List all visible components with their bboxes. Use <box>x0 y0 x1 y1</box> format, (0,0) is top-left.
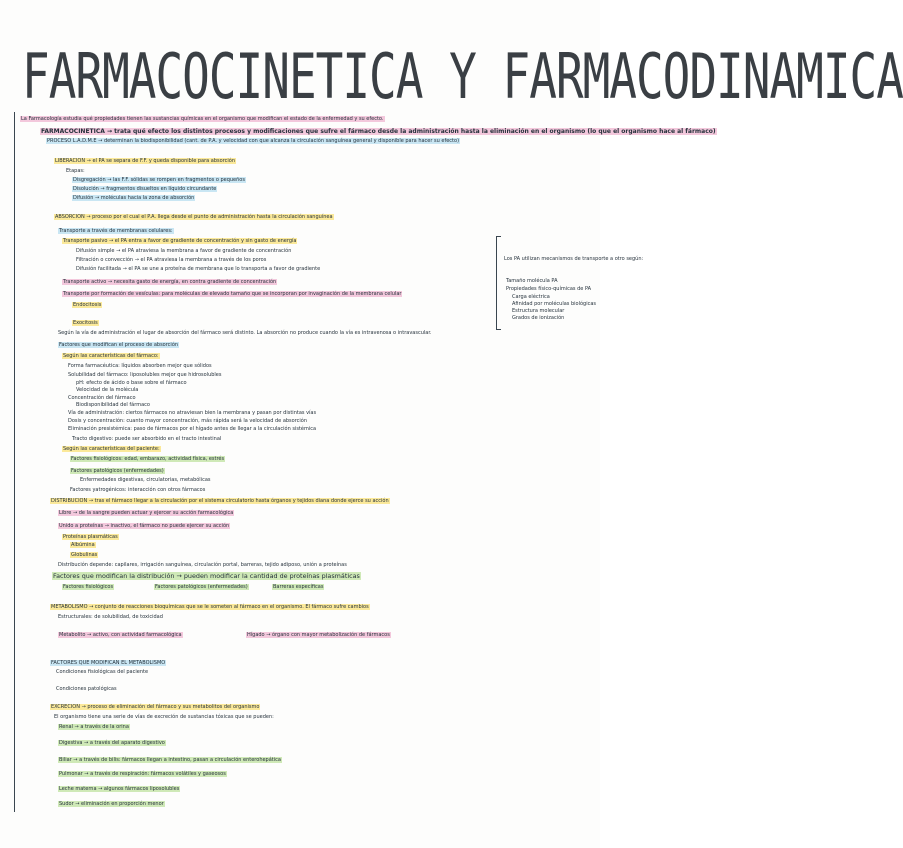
biliar: Biliar → a través de bilis: fármacos llegan a intestino, pasan a circulación enterohepática <box>59 757 281 763</box>
intro-line: La Farmacología estudia qué propiedades tienen las sustancias químicas en el organismo que modifican el estado de la enfermedad y su efecto. <box>21 116 384 122</box>
higado: Hígado → órgano con mayor metabolización de fármacos <box>247 632 390 638</box>
factores-fisiologicos: Factores fisiológicos: edad, embarazo, actividad física, estrés <box>71 456 225 462</box>
excrecion-vias: El organismo tiene una serie de vías de excreción de sustancias tóxicas que se pueden: <box>54 714 274 720</box>
fd-patologicos: Factores patológicos (enfermedades) <box>155 584 248 590</box>
renal: Renal → a través de la orina <box>59 724 129 730</box>
factores-distribucion: Factores que modifican la distribución → pueden modificar la cantidad de proteínas plasmáticas <box>53 572 360 580</box>
metabolito: Metabolito → activo, con actividad farmacológica <box>59 632 182 638</box>
pulmonar: Pulmonar → a través de respiración: fármacos volátiles y gaseosos <box>59 771 226 777</box>
fm-fisiologicas: Condiciones fisiológicas del paciente <box>56 669 149 675</box>
page-title: FARMACOCINETICA Y FARMACODINAMICA <box>22 40 903 113</box>
excrecion-heading: EXCRECION → proceso de eliminación del fármaco y sus metabolitos del organismo <box>51 704 260 710</box>
side-note-title: Los PA utilizan mecanismos de transporte a otro según: <box>504 256 644 262</box>
proteinas-plasmaticas: Proteínas plasmáticas <box>63 534 118 540</box>
liberacion-stages: Etapas: <box>66 168 85 174</box>
transporte-activo: Transporte activo → necesita gasto de energía, en contra gradiente de concentración <box>63 279 277 285</box>
distribucion-depende: Distribución depende: capilares, irrigación sanguínea, circulación portal, barreras, tejido adiposo, unión a proteínas <box>58 562 347 568</box>
transporte-vesiculas: Transporte por formación de vesículas: para moléculas de elevado tamaño que se incorporan por invaginación de la membrana celular <box>63 291 402 297</box>
absorcion-heading: ABSORCION → proceso por el cual el P.A. llega desde el punto de administración hasta la circulación sanguínea <box>55 214 333 220</box>
segun-paciente: Según las características del paciente: <box>63 446 160 452</box>
side-note-size: Tamaño molécula PA <box>506 278 558 284</box>
metabolismo-heading: METABOLISMO → conjunto de reacciones bioquímicas que se le someten al fármaco en el organismo. El fármaco sufre cambios <box>51 604 369 610</box>
side-note-charge: Carga eléctrica <box>512 294 550 300</box>
farmacocinetica-definition: FARMACOCINETICA → trata qué efecto los distintos procesos y modificaciones que sufre el fármaco desde la administración hasta la eliminación en el organismo (lo que el organismo hace al fármaco) <box>41 128 716 135</box>
via-administracion: Vía de administración: ciertos fármacos no atraviesan bien la membrana y pasan por distintas vías <box>68 410 317 416</box>
fd-fisiologicos: Factores fisiológicos <box>63 584 114 590</box>
liberacion-heading: LIBERACION → el PA se separa de F.F. y queda disponible para absorción <box>55 158 236 164</box>
exocitosis: Exocitosis <box>73 320 98 326</box>
concentracion: Concentración del fármaco <box>68 395 136 401</box>
difusion-simple: Difusión simple → el PA atraviesa la membrana a favor de gradiente de concentración <box>76 248 292 254</box>
fm-patologicas: Condiciones patológicas <box>56 686 117 692</box>
factores-patologicos: Factores patológicos (enfermedades) <box>71 468 164 474</box>
eliminacion-presistemica: Eliminación presistémica: paso de fármacos por el hígado antes de llegar a la circulación sistémica <box>68 426 317 432</box>
margin-rule <box>14 112 15 812</box>
factores-metabolismo: FACTORES QUE MODIFICAN EL METABOLISMO <box>51 660 166 666</box>
sudor: Sudor → eliminación en proporción menor <box>59 801 164 807</box>
unido-proteinas: Unido a proteínas → inactivo, el fármaco no puede ejercer su acción <box>59 523 230 529</box>
segun-farmaco: Según las características del fármaco: <box>63 353 159 359</box>
filtracion: Filtración o convección → el PA atraviesa la membrana a través de los poros <box>76 257 267 263</box>
factores-absorcion: Factores que modifican el proceso de absorción <box>59 342 179 348</box>
ph-line: pH: efecto de ácido o base sobre el fármaco <box>76 380 187 386</box>
side-note-ionization: Grados de ionización <box>512 315 565 321</box>
endocitosis: Endocitosis <box>73 302 102 308</box>
leche-materna: Leche materna → algunos fármacos liposolubles <box>59 786 180 792</box>
solubilidad: Solubilidad del fármaco: liposolubles mejor que hidrosolubles <box>68 372 222 378</box>
tracto-digestivo: Tracto digestivo: puede ser absorbido en el tracto intestinal <box>72 436 222 442</box>
segun-via: Según la vía de administración el lugar de absorción del fármaco será distinto. La absorción no produce cuando la vía es intravenosa o intravascular. <box>58 330 432 336</box>
side-note-props: Propiedades físico-químicas de PA <box>506 286 592 292</box>
side-note-structure: Estructura molecular <box>512 308 565 314</box>
stage-disgregacion: Disgregación → las F.F. sólidas se rompen en fragmentos o pequeños <box>73 177 245 183</box>
libre: Libre → de la sangre pueden actuar y ejercer su acción farmacológica <box>59 510 234 516</box>
factores-yatrogenicos: Factores yatrogénicos: interacción con otros fármacos <box>70 487 206 493</box>
velocidad-line: Velocidad de la molécula <box>76 387 139 393</box>
transporte-pasivo: Transporte pasivo → el PA entra a favor de gradiente de concentración y sin gasto de energía <box>63 238 297 244</box>
globulinas: Globulinas <box>71 552 98 558</box>
albumina: Albúmina <box>71 542 95 548</box>
metabolismo-tipos: Estructurales: de solubilidad, de toxicidad <box>58 614 163 620</box>
side-brace <box>496 236 501 330</box>
fd-barreras: Barreras específicas <box>273 584 324 590</box>
enfermedades: Enfermedades digestivas, circulatorias, metabólicas <box>80 477 211 483</box>
stage-difusion: Difusión → moléculas hacia la zona de absorción <box>73 195 195 201</box>
difusion-facilitada: Difusión facilitada → el PA se une a proteína de membrana que lo transporta a favor de gradiente <box>76 266 321 272</box>
ladme-line: PROCESO L.A.D.M.E → determinan la biodisponibilidad (cant. de P.A. y velocidad con que alcanza la circulación sanguínea general y disponible para hacer su efecto) <box>47 138 460 144</box>
side-note-affinity: Afinidad por moléculas biológicas <box>512 301 597 307</box>
distribucion-heading: DISTRIBUCION → tras el fármaco llegar a la circulación por el sistema circulatorio hasta órganos y tejidos diana donde ejerce su acción <box>51 498 389 504</box>
stage-disolucion: Disolución → fragmentos disueltos en líquido circundante <box>73 186 217 192</box>
digestiva: Digestiva → a través del aparato digestivo <box>59 740 165 746</box>
forma-farmaceutica: Forma farmacéutica: líquidos absorben mejor que sólidos <box>68 363 212 369</box>
biodisponibilidad: Biodisponibilidad del fármaco <box>76 402 150 408</box>
dosis: Dosis y concentración: cuanto mayor concentración, más rápida será la velocidad de absorción <box>68 418 308 424</box>
transporte-membranas: Transporte a través de membranas celulares: <box>59 228 173 234</box>
